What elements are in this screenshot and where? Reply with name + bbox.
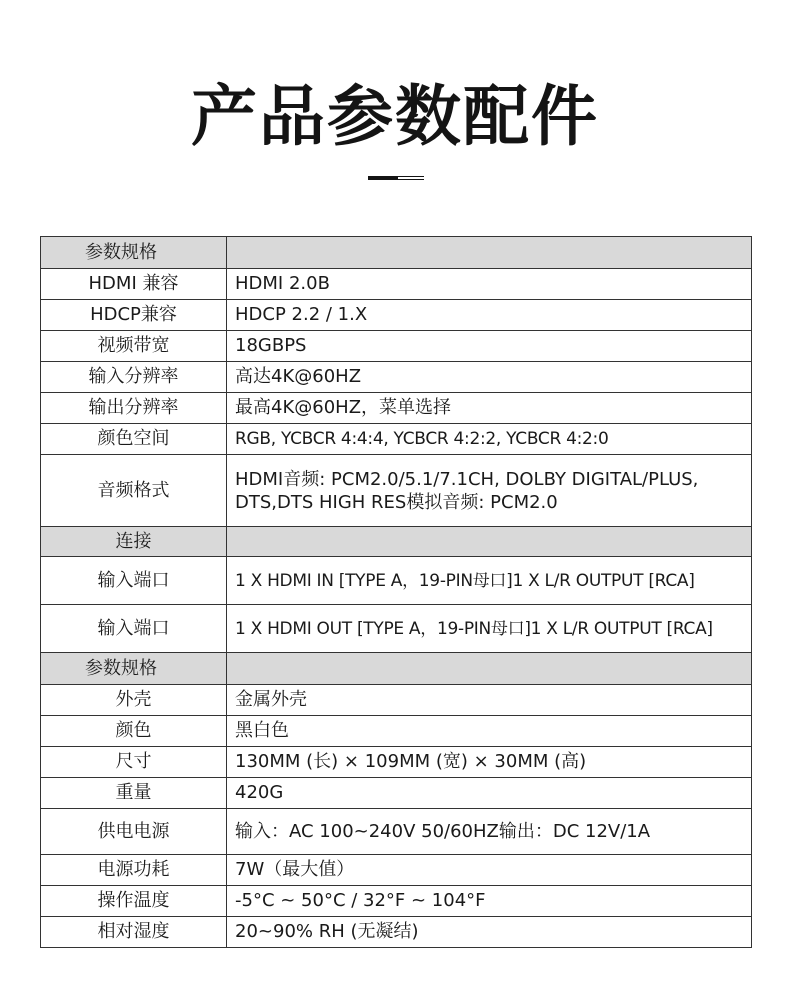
table-row — [41, 424, 752, 455]
table-row — [41, 886, 752, 917]
row-label: 供电电源 — [41, 809, 227, 855]
row-value: -5°C ~ 50°C / 32°F ~ 104°F — [227, 886, 752, 917]
section-header-blank — [227, 653, 752, 685]
table-row — [41, 455, 752, 527]
spec-table — [40, 236, 752, 948]
row-value: 黑白色 — [227, 716, 752, 747]
table-row — [41, 605, 752, 653]
row-value: 420G — [227, 778, 752, 809]
row-label: 电源功耗 — [41, 855, 227, 886]
row-value: HDMI 2.0B — [227, 269, 752, 300]
section-header-row — [41, 653, 752, 685]
row-value: 18GBPS — [227, 331, 752, 362]
section-header-blank — [227, 237, 752, 269]
table-row — [41, 331, 752, 362]
row-label: HDMI 兼容 — [41, 269, 227, 300]
title-divider — [368, 176, 424, 180]
table-row — [41, 778, 752, 809]
row-label: 尺寸 — [41, 747, 227, 778]
table-row — [41, 747, 752, 778]
row-label: 输入分辨率 — [41, 362, 227, 393]
table-row — [41, 917, 752, 948]
row-label: HDCP兼容 — [41, 300, 227, 331]
table-row — [41, 685, 752, 716]
row-label: 操作温度 — [41, 886, 227, 917]
table-row — [41, 269, 752, 300]
row-label: 重量 — [41, 778, 227, 809]
table-row — [41, 393, 752, 424]
section-header-blank — [227, 527, 752, 557]
row-label: 音频格式 — [41, 455, 227, 527]
section-header-params: 参数规格 — [41, 653, 227, 685]
row-value: 1 X HDMI IN [TYPE A，19-PIN母口]1 X L/R OUTPUT [RCA] — [227, 557, 752, 605]
row-label: 外壳 — [41, 685, 227, 716]
row-value: 高达4K@60HZ — [227, 362, 752, 393]
row-label: 输出分辨率 — [41, 393, 227, 424]
row-label: 输入端口 — [41, 605, 227, 653]
table-row — [41, 557, 752, 605]
table-row — [41, 300, 752, 331]
table-row — [41, 716, 752, 747]
row-value: 输入：AC 100~240V 50/60HZ输出：DC 12V/1A — [227, 809, 752, 855]
row-label: 相对湿度 — [41, 917, 227, 948]
section-header-connect: 连接 — [41, 527, 227, 557]
row-label: 颜色 — [41, 716, 227, 747]
page-title: 产品参数配件 — [191, 78, 599, 155]
row-value: 7W（最大值） — [227, 855, 752, 886]
row-value: 20~90% RH (无凝结) — [227, 917, 752, 948]
row-label: 视频带宽 — [41, 331, 227, 362]
section-header-row — [41, 527, 752, 557]
row-label: 输入端口 — [41, 557, 227, 605]
row-value: HDCP 2.2 / 1.X — [227, 300, 752, 331]
row-value: 1 X HDMI OUT [TYPE A，19-PIN母口]1 X L/R OUTPUT [RCA] — [227, 605, 752, 653]
row-value: 最高4K@60HZ，菜单选择 — [227, 393, 752, 424]
row-value: RGB, YCBCR 4:4:4, YCBCR 4:2:2, YCBCR 4:2:0 — [227, 424, 752, 455]
row-value: 金属外壳 — [227, 685, 752, 716]
row-value: 130MM (长) × 109MM (宽) × 30MM (高) — [227, 747, 752, 778]
row-value: HDMI音频: PCM2.0/5.1/7.1CH, DOLBY DIGITAL/PLUS, DTS,DTS HIGH RES模拟音频: PCM2.0 — [227, 455, 752, 527]
section-header-row — [41, 237, 752, 269]
table-row — [41, 855, 752, 886]
row-label: 颜色空间 — [41, 424, 227, 455]
table-row — [41, 809, 752, 855]
section-header-params: 参数规格 — [41, 237, 227, 269]
table-row — [41, 362, 752, 393]
